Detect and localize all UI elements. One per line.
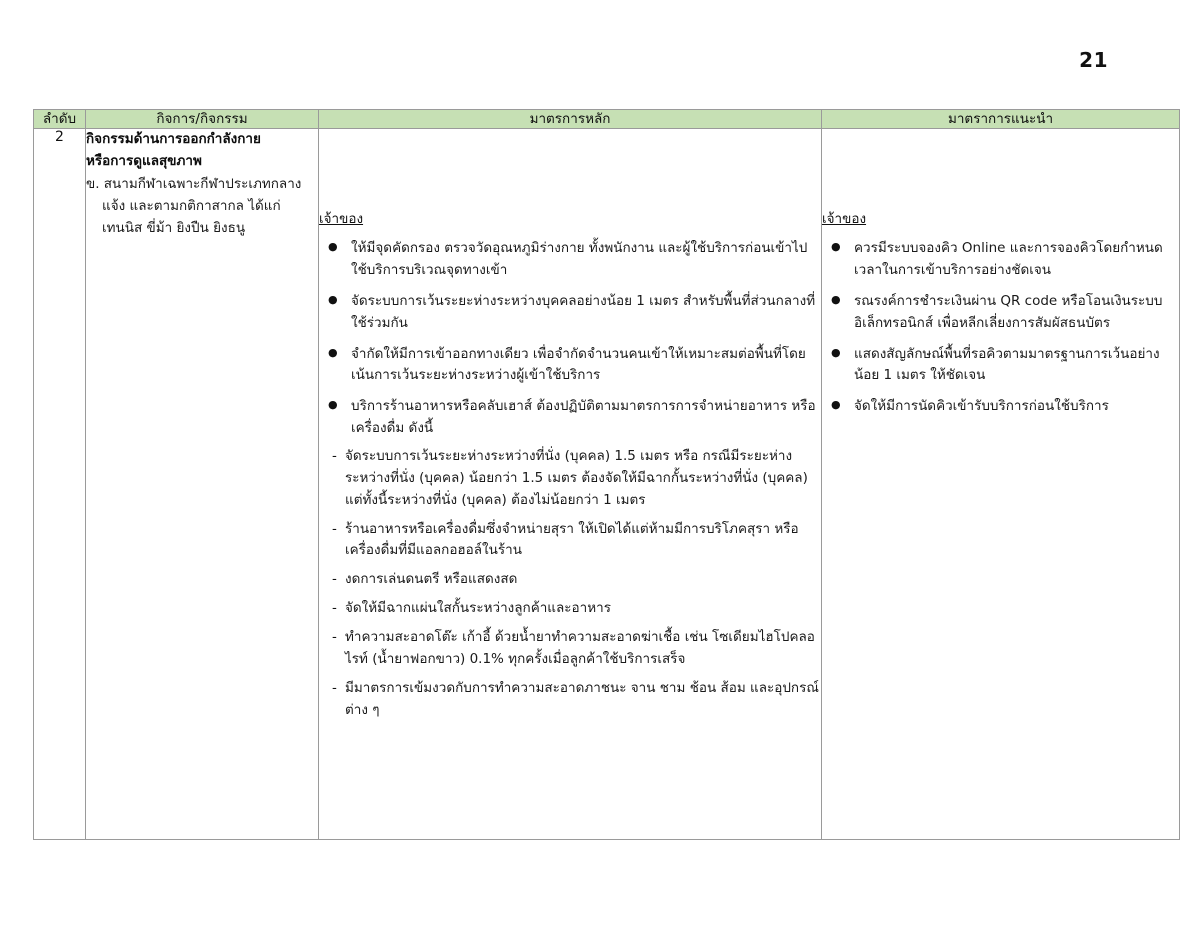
list-item [319,238,821,282]
list-item-text: ควรมีระบบจองคิว Online และการจองคิวโดยกำหนดเวลาในการเข้าบริการอย่างชัดเจน [854,240,1163,278]
column-header-recommended-measures: มาตราการแนะนำ [822,110,1180,129]
measures-table-container [33,109,1179,840]
sub-list-item-text: มีมาตรการเข้มงวดกับการทำความสะอาดภาชนะ จาน ชาม ช้อน ส้อม และอุปกรณ์ต่าง ๆ [345,679,819,718]
sub-list-item-text: งดการเล่นดนตรี หรือแสดงสด [345,571,518,588]
list-item-text: บริการร้านอาหารหรือคลับเฮาส์ ต้องปฏิบัติตามมาตรการการจำหน่ายอาหาร หรือเครื่องดื่ม ดังนี้ [351,398,816,437]
cell-main-measures [319,129,822,840]
column-header-activity: กิจการ/กิจกรรม [86,110,319,129]
column-header-order: ลำดับ [34,110,86,129]
main-owner-heading: เจ้าของ [319,211,364,228]
activity-title-line2: หรือการดูแลสุขภาพ [86,153,202,170]
list-item [319,344,821,388]
page-number: 21 [1079,48,1108,72]
sub-measures-list [331,446,821,721]
sub-list-item [331,519,821,563]
activity-sub-item [86,174,318,240]
sub-list-item [331,446,821,512]
table-body [34,129,1180,840]
cell-activity [86,129,319,840]
list-item-text: แสดงสัญลักษณ์พื้นที่รอคิวตามมาตรฐานการเว้นอย่างน้อย 1 เมตร ให้ชัดเจน [854,345,1160,384]
recommended-measures-list [822,238,1179,418]
main-measures-list [319,238,821,721]
cell-order-number: 2 [34,129,86,840]
sub-list-item-text: จัดระบบการเว้นระยะห่างระหว่างที่นั่ง (บุคคล) 1.5 เมตร หรือ กรณีมีระยะห่างระหว่างที่นั่ง (บุคคล) น้อยกว่า 1.5 เมตร ต้องจัดให้มีฉากกั้นระหว่างที่นั่ง (บุคคล) แต่ทั้งนี้ระหว่างที่นั่ง (บุคคล) ต้องไม่น้อยกว่า 1 เมตร [345,447,808,508]
list-item [822,396,1179,418]
sub-list-item-text: ทำความสะอาดโต๊ะ เก้าอี้ ด้วยน้ำยาทำความสะอาดฆ่าเชื้อ เช่น โซเดียมไฮโปคลอไรท์ (น้ำยาฟอกขาว) 0.1% ทุกครั้งเมื่อลูกค้าใช้บริการเสร็จ [345,628,815,667]
recommended-owner-heading: เจ้าของ [822,211,867,228]
list-item [319,396,821,721]
list-item [822,344,1179,388]
activity-sub-item-text: ข. สนามกีฬาเฉพาะกีฬาประเภทกลางแจ้ง และตามกติกาสากล ได้แก่ เทนนิส ขี่ม้า ยิงปืน ยิงธนู [86,175,302,236]
sub-measures-container [331,446,821,721]
sub-list-item-text: จัดให้มีฉากแผ่นใสกั้นระหว่างลูกค้าและอาหาร [345,600,611,617]
list-item-text: จัดระบบการเว้นระยะห่างระหว่างบุคคลอย่างน้อย 1 เมตร สำหรับพื้นที่ส่วนกลางที่ใช้ร่วมกัน [351,292,816,331]
table-row [34,129,1180,840]
sub-list-item [331,598,821,620]
measures-table [33,109,1180,840]
list-item-text: จัดให้มีการนัดคิวเข้ารับบริการก่อนใช้บริการ [854,398,1109,415]
sub-list-item [331,627,821,671]
list-item-text: ให้มีจุดคัดกรอง ตรวจวัดอุณหภูมิร่างกาย ทั้งพนักงาน และผู้ใช้บริการก่อนเข้าไปใช้บริการบริเวณจุดทางเข้า [351,240,808,278]
page-header [0,48,1200,82]
sub-list-item [331,678,821,722]
cell-recommended-measures [822,129,1180,840]
list-item [319,291,821,335]
list-item-text: จำกัดให้มีการเข้าออกทางเดียว เพื่อจำกัดจำนวนคนเข้าให้เหมาะสมต่อพื้นที่โดยเน้นการเว้นระยะห่างระหว่างผู้เข้าใช้บริการ [351,345,806,384]
list-item [822,238,1179,282]
table-header-row [34,110,1180,129]
table-header [34,110,1180,129]
list-item [822,291,1179,335]
activity-title-line1: กิจกรรมด้านการออกกำลังกาย [86,131,261,148]
sub-list-item [331,569,821,591]
sub-list-item-text: ร้านอาหารหรือเครื่องดื่มซึ่งจำหน่ายสุรา ให้เปิดได้แต่ห้ามมีการบริโภคสุรา หรือเครื่องดื่มที่มีแอลกอฮอล์ในร้าน [345,520,799,559]
list-item-text: รณรงค์การชำระเงินผ่าน QR code หรือโอนเงินระบบอิเล็กทรอนิกส์ เพื่อหลีกเลี่ยงการสัมผัสธนบัตร [854,292,1163,331]
column-header-main-measures: มาตรการหลัก [319,110,822,129]
